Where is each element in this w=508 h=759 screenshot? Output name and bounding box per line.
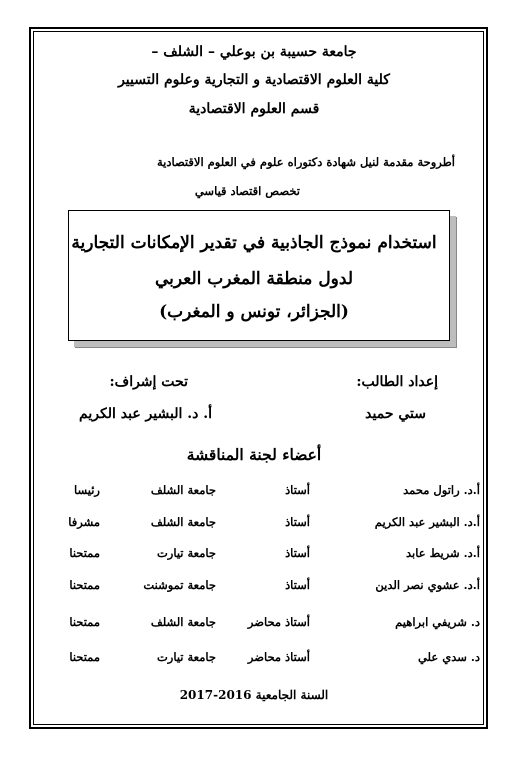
- member-rank: أستاذ: [285, 546, 310, 560]
- member-name: د. شريفي ابراهيم: [395, 615, 480, 629]
- member-role: رئيسا: [74, 483, 100, 497]
- member-role: ممتحنا: [69, 546, 100, 560]
- supervisor-name: أ. د. البشير عبد الكريم: [79, 406, 212, 422]
- faculty-name: كلية العلوم الاقتصادية و التجارية وعلوم التسيير: [118, 72, 390, 88]
- member-name: أ.د. شريط عابد: [405, 546, 480, 560]
- thesis-description: أطروحة مقدمة لنيل شهادة دكتوراه علوم في العلوم الاقتصادية: [156, 155, 455, 169]
- committee-row: [0, 483, 508, 503]
- member-university: جامعة الشلف: [150, 483, 216, 497]
- member-rank: أستاذ: [285, 515, 310, 529]
- member-role: مشرفا: [68, 515, 100, 529]
- member-university: جامعة الشلف: [150, 615, 216, 629]
- thesis-title-line3: (الجزائر، تونس و المغرب): [159, 302, 349, 322]
- thesis-title-line2: لدول منطقة المغرب العربي: [154, 269, 353, 289]
- member-name: أ.د. راتول محمد: [403, 483, 480, 497]
- thesis-specialty: تخصص اقتصاد قياسي: [194, 184, 300, 198]
- committee-row: [0, 650, 508, 670]
- member-name: أ.د. البشير عبد الكريم: [374, 515, 480, 529]
- university-name: جامعة حسيبة بن بوعلي – الشلف –: [151, 44, 357, 60]
- supervised-by-label: تحت إشراف:: [109, 374, 188, 390]
- member-university: جامعة تموشنت: [143, 578, 216, 592]
- member-role: ممتحنا: [69, 615, 100, 629]
- committee-row: [0, 615, 508, 635]
- committee-row: [0, 578, 508, 598]
- department-name: قسم العلوم الاقتصادية: [188, 101, 320, 117]
- member-role: ممتحنا: [69, 578, 100, 592]
- member-name: د. سدي علي: [417, 650, 480, 664]
- member-rank: أستاذ: [285, 483, 310, 497]
- committee-row: [0, 515, 508, 535]
- member-rank: أستاذ: [285, 578, 310, 592]
- prepared-by-label: إعداد الطالب:: [356, 374, 438, 390]
- member-rank: أستاذ محاضر: [247, 615, 310, 629]
- committee-title: أعضاء لجنة المناقشة: [186, 445, 322, 464]
- member-university: جامعة تيارت: [156, 650, 216, 664]
- academic-year: السنة الجامعية 2016-2017: [179, 688, 329, 702]
- thesis-title-line1: استخدام نموذج الجاذبية في تقدير الإمكانات التجارية: [71, 233, 437, 253]
- committee-row: [0, 546, 508, 566]
- member-rank: أستاذ محاضر: [247, 650, 310, 664]
- member-university: جامعة الشلف: [150, 515, 216, 529]
- member-name: أ.د. عشوي نصر الدين: [375, 578, 480, 592]
- member-university: جامعة تيارت: [156, 546, 216, 560]
- student-name: ستي حميد: [365, 406, 426, 422]
- member-role: ممتحنا: [69, 650, 100, 664]
